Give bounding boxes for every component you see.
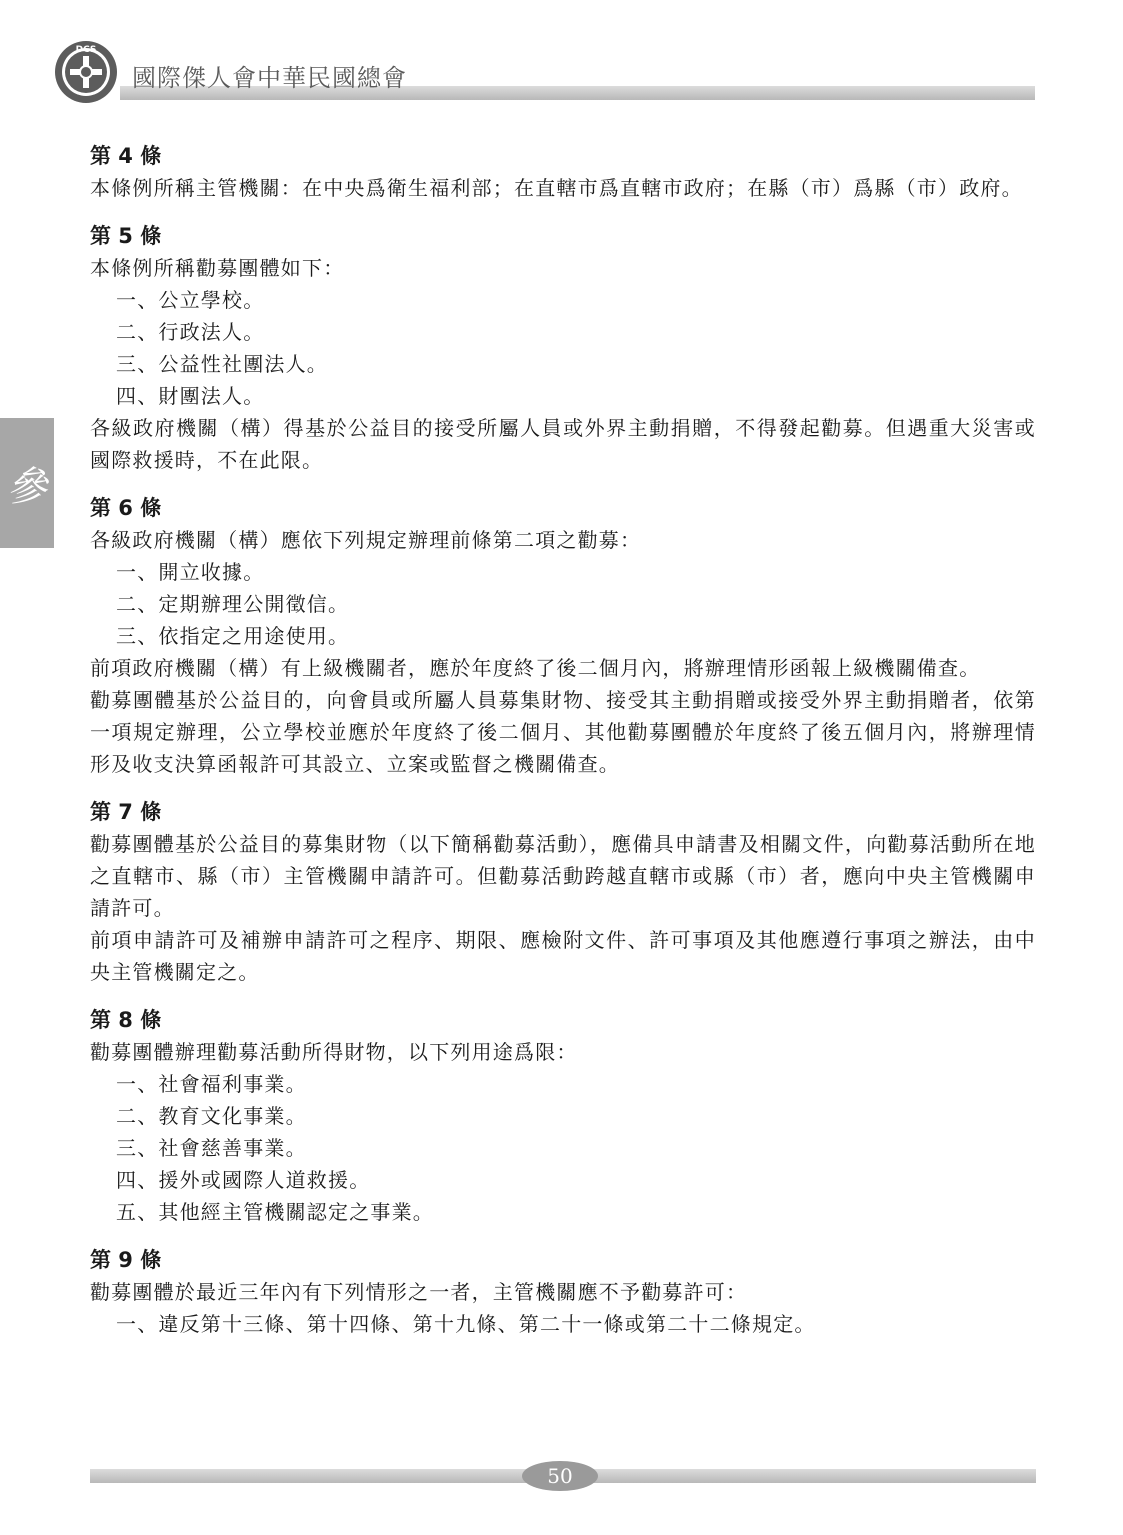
list-item: 三、社會慈善事業。: [116, 1136, 307, 1160]
list-item: 三、公益性社團法人。: [116, 352, 328, 376]
article-5: [90, 220, 1036, 476]
list-item: 四、財團法人。: [116, 384, 265, 408]
list-item: 一、開立收據。: [116, 560, 265, 584]
page-number: 50: [522, 1461, 598, 1491]
side-tab-label: 參: [7, 463, 47, 510]
list-item: 二、定期辦理公開徵信。: [116, 592, 350, 616]
article-paragraph: 勸募團體基於公益目的，向會員或所屬人員募集財物、接受其主動捐贈或接受外界主動捐贈者，依第一項規定辦理，公立學校並應於年度終了後二個月、其他勸募團體於年度終了後五個月內，將辦理情形及收支決算函報許可其設立、立案或監督之機關備查。: [90, 688, 1036, 776]
article-8: [90, 1004, 1036, 1228]
article-paragraph: 各級政府機關（構）得基於公益目的接受所屬人員或外界主動捐贈，不得發起勸募。但遇重大災害或國際救援時，不在此限。: [90, 416, 1036, 472]
article-title: 第 6 條: [90, 496, 162, 520]
article-paragraph: 本條例所稱主管機關：在中央爲衛生福利部；在直轄市爲直轄市政府；在縣（市）爲縣（市）政府。: [90, 176, 1023, 200]
list-item: 二、行政法人。: [116, 320, 265, 344]
article-4: [90, 140, 1036, 204]
article-title: 第 9 條: [90, 1248, 162, 1272]
list-item: 二、教育文化事業。: [116, 1104, 307, 1128]
side-tab: [0, 418, 54, 548]
article-title: 第 7 條: [90, 800, 162, 824]
list-item: 一、公立學校。: [116, 288, 265, 312]
article-paragraph: 勸募團體基於公益目的募集財物（以下簡稱勸募活動），應備具申請書及相關文件，向勸募活動所在地之直轄市、縣（市）主管機關申請許可。但勸募活動跨越直轄市或縣（市）者，應向中央主管機關申請許可。: [90, 832, 1036, 920]
list-item: 四、援外或國際人道救援。: [116, 1168, 371, 1192]
article-9: [90, 1244, 1036, 1340]
article-paragraph: 本條例所稱勸募團體如下：: [90, 256, 345, 280]
header-title: 國際傑人會中華民國總會: [132, 64, 407, 92]
article-title: 第 5 條: [90, 224, 162, 248]
list-item: 一、違反第十三條、第十四條、第十九條、第二十一條或第二十二條規定。: [116, 1312, 816, 1336]
logo-text: DCS: [75, 45, 97, 55]
article-paragraph: 前項申請許可及補辦申請許可之程序、期限、應檢附文件、許可事項及其他應遵行事項之辦法，由中央主管機關定之。: [90, 928, 1036, 984]
article-title: 第 8 條: [90, 1008, 162, 1032]
article-paragraph: 勸募團體辦理勸募活動所得財物，以下列用途爲限：: [90, 1040, 578, 1064]
article-7: [90, 796, 1036, 988]
article-paragraph: 各級政府機關（構）應依下列規定辦理前條第二項之勸募：: [90, 528, 642, 552]
article-6: [90, 492, 1036, 780]
article-content: [90, 140, 1036, 1356]
dcs-logo-icon: [54, 40, 118, 104]
article-paragraph: 勸募團體於最近三年內有下列情形之一者，主管機關應不予勸募許可：: [90, 1280, 748, 1304]
article-paragraph: 前項政府機關（構）有上級機關者，應於年度終了後二個月內，將辦理情形函報上級機關備查。: [90, 656, 981, 680]
article-title: 第 4 條: [90, 144, 162, 168]
list-item: 五、其他經主管機關認定之事業。: [116, 1200, 434, 1224]
list-item: 三、依指定之用途使用。: [116, 624, 350, 648]
list-item: 一、社會福利事業。: [116, 1072, 307, 1096]
page-header: [54, 40, 1036, 104]
